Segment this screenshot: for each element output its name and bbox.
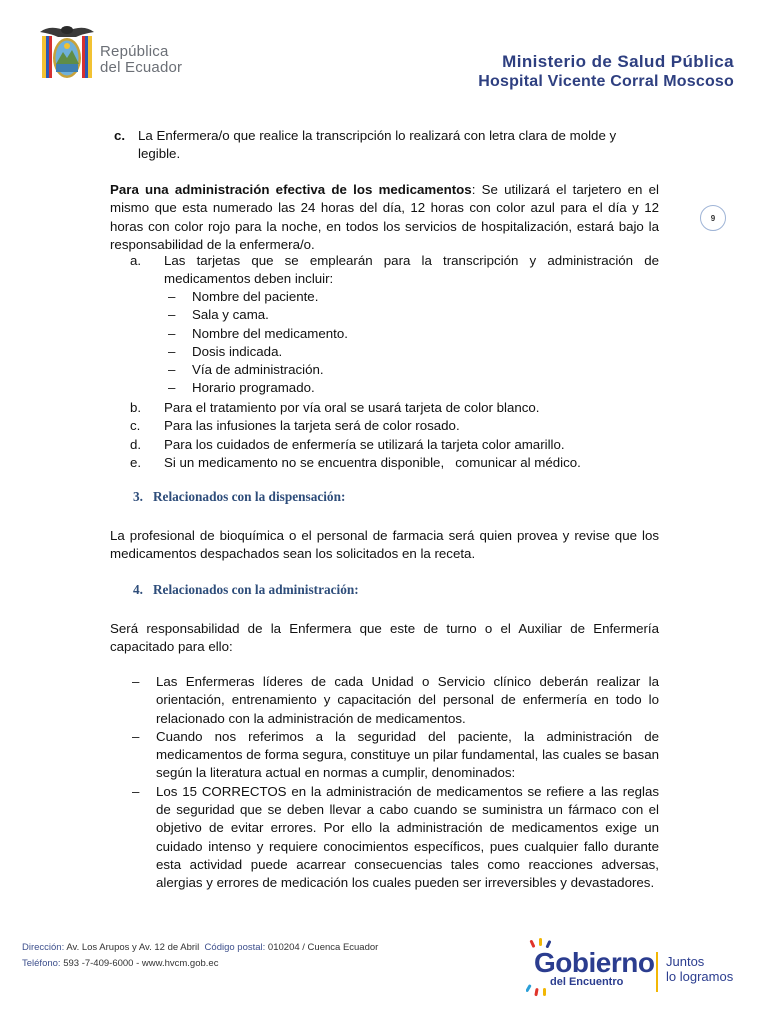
card-field: – Nombre del medicamento. — [168, 325, 348, 341]
admin-paragraph — [110, 181, 659, 254]
section-4-item: – Las Enfermeras líderes de cada Unidad o Servicio clínico deberán realizar la orientación, entrenamiento y capacitación del personal de enfermería en todo lo relacionado con la administración de medicamentos. — [132, 674, 659, 726]
section-3-paragraph: La profesional de bioquímica o el personal de farmacia será quien provea y revise que los medicamentos despachados sean los solicitados en la receta. — [110, 528, 659, 562]
card-field: – Sala y cama. — [168, 307, 269, 323]
item-c-text: La Enfermera/o que realice la transcripción lo realizará con letra clara de molde y legible. — [138, 128, 617, 162]
logo-divider — [656, 952, 658, 992]
footer-contact — [22, 940, 378, 972]
section-4-intro: Será responsabilidad de la Enfermera que este de turno o el Auxiliar de Enfermería capacitado para ello: — [110, 621, 659, 655]
cards-list-rest — [130, 399, 659, 472]
republic-line-1: República — [100, 43, 169, 60]
admin-bold-lead: Para una administración efectiva de los medicamentos — [110, 182, 472, 197]
section-3-heading: 3. Relacionados con la dispensación: — [133, 489, 346, 504]
encuentro-wordmark: del Encuentro — [550, 976, 624, 988]
admin-rest: : Se utilizará el tarjetero en el mismo que esta numerado las 24 horas del día, 12 horas con color azul para el día y 12 horas con color rojo para la noche, en todos los servicios de hospitalización, estará bajo la responsabilidad de la enfermera/o. — [110, 182, 659, 252]
page-number-badge: 9 — [700, 205, 726, 231]
card-field: – Horario programado. — [168, 380, 315, 396]
list-text-a: Las tarjetas que se emplearán para la transcripción y administración de medicamentos deben incluir: — [164, 253, 659, 287]
list-item-d: d. Para los cuidados de enfermería se utilizará la tarjeta color amarillo. — [130, 436, 565, 452]
item-c-marker: c. — [114, 128, 126, 143]
card-fields-list — [168, 288, 568, 398]
list-item-b: b. Para el tratamiento por vía oral se usará tarjeta de color blanco. — [130, 400, 540, 415]
ministry-title: Ministerio de Salud Pública — [502, 52, 734, 71]
website-link[interactable]: 593 -7-409-6000 - www.hvcm.gob.ec — [60, 958, 219, 969]
coat-of-arms-icon — [36, 22, 98, 92]
list-item-a — [130, 252, 659, 289]
section-4-list — [132, 673, 659, 893]
card-field: – Vía de administración. — [168, 362, 324, 378]
gobierno-wordmark: Gobierno — [534, 947, 655, 978]
card-field: – Nombre del paciente. — [168, 289, 319, 304]
republic-line-2: del Ecuador — [100, 59, 183, 76]
slogan: Juntos lo logramos — [666, 954, 734, 984]
ministry-header — [478, 52, 734, 91]
republic-wordmark — [100, 44, 182, 76]
section-4-item: – Los 15 CORRECTOS en la administración de medicamentos se refiere a las reglas de seguridad que se deben llevar a cabo cuando se suministra un fármaco con el objetivo de evitar errores. Por ello la administración de medicamentos exige un cuidado intenso y requiere conocimientos específicos, pues cualquier fallo durante esta actividad puede acarrear consecuencias tales como reacciones adversas, alergias y errores de medicación los cuales pueden ser irreversibles y devastadores. — [132, 783, 659, 891]
list-item-e: e. Si un medicamento no se encuentra disponible, comunicar al médico. — [130, 454, 581, 470]
footer-address-line: Dirección: Av. Los Arupos y Av. 12 de Abril Código postal: 010204 / Cuenca Ecuador — [22, 942, 379, 953]
card-field: – Dosis indicada. — [168, 343, 283, 359]
list-marker-a: a. — [130, 253, 142, 268]
hospital-title: Hospital Vicente Corral Moscoso — [478, 73, 734, 90]
list-item-c: c. Para las infusiones la tarjeta será de color rosado. — [130, 418, 460, 434]
item-c-block — [114, 127, 659, 164]
section-4-heading: 4. Relacionados con la administración: — [133, 582, 359, 597]
footer-phone-line: Teléfono: 593 -7-409-6000 - www.hvcm.gob.ec — [22, 958, 219, 969]
section-4-item: – Cuando nos referimos a la seguridad del paciente, la administración de medicamentos de forma segura, constituye un pilar fundamental, las cuales se basan según la literatura actual en normas a cumplir, denominados: — [132, 728, 659, 781]
gobierno-del-encuentro-logo — [526, 938, 758, 998]
